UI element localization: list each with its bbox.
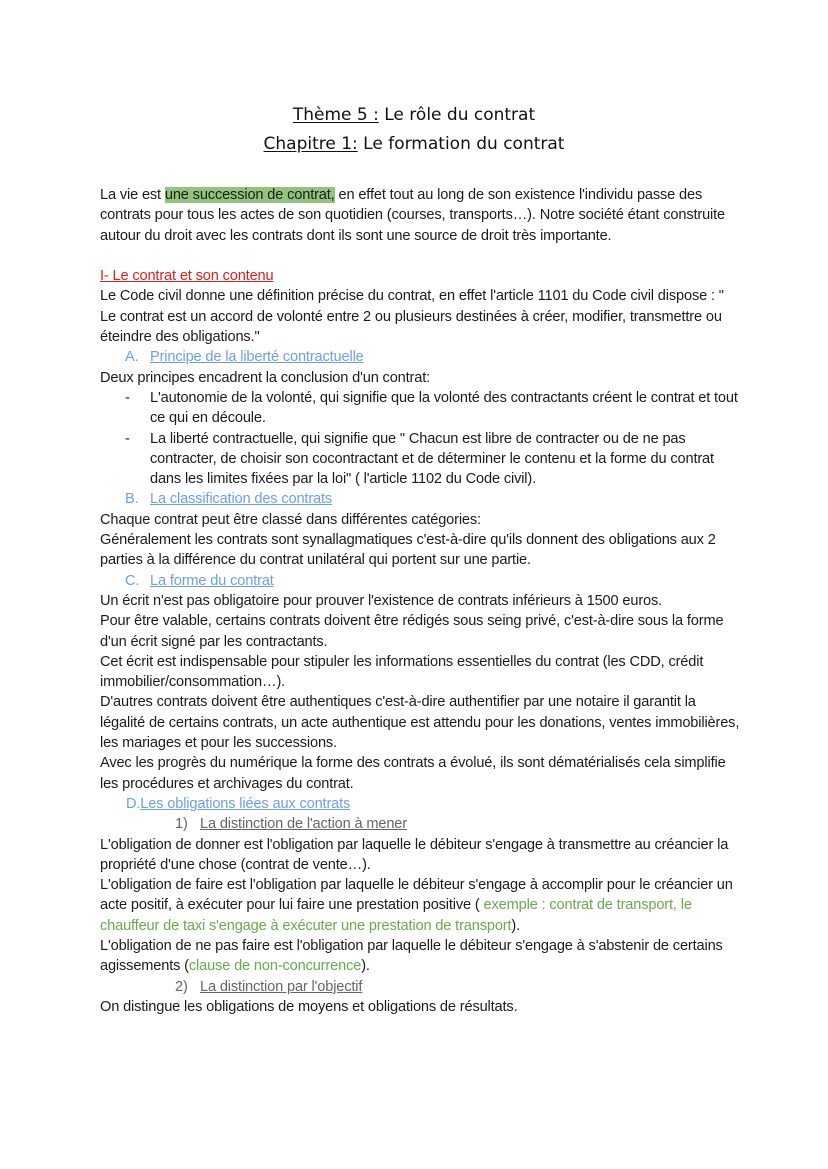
subsection-2-number: 2) [175,978,188,995]
theme-title [0,101,828,130]
obligation-faire-paragraph [100,875,740,936]
obligation-faire-end: ). [511,917,521,934]
bullet-dash: - [125,389,130,406]
paragraph: Chaque contrat peut être classé dans différentes catégories: [100,511,481,528]
paragraph: Avec les progrès du numérique la forme des contrats a évolué, ils sont dématérialisés cela simplifie les procédures et archivages du contrat. [100,755,726,792]
bullet-text: L'autonomie de la volonté, qui signifie que la volonté des contractants créent le contrat et tout ce qui en découle. [150,389,738,427]
bullet-item [100,429,740,490]
section-1-heading: I- Le contrat et son contenu [100,268,274,285]
subsection-1-number: 1) [175,816,188,833]
document-body [100,185,740,1017]
highlighted-phrase: une succession de contrat, [164,187,335,203]
subheading-d-letter: D. [126,795,141,812]
example-text: exemple : contrat de transport, le chauffeur de taxi s'engage à exécuter une prestation de transport [100,897,692,934]
subsection-2-title: La distinction par l'objectif [200,978,363,995]
subheading-b-title: La classification des contrats [150,491,333,508]
subsection-1-title: La distinction de l'action à mener [200,816,407,833]
spacer [100,246,740,266]
chapter-title [0,130,828,159]
paragraph: Pour être valable, certains contrats doivent être rédigés sous seing privé, c'est-à-dire sous la forme d'un écrit signé par les contractants. [100,613,724,650]
subheading-b-letter: B. [125,491,139,508]
bullet-dash: - [125,430,130,447]
bullet-text: La liberté contractuelle, qui signifie que " Chacun est libre de contracter ou de ne pas contracter, de choisir son cocontractant et de déterminer le contenu et la forme du contrat dans les limites fixées par la loi" ( l'article 1102 du Code civil). [150,430,714,488]
obligation-donner-paragraph: L'obligation de donner est l'obligation par laquelle le débiteur s'engage à transmettre au créancier la propriété d'une chose (contrat de vente…). [100,836,729,873]
example-text: clause de non-concurrence [188,958,362,975]
chapter-text: Le formation du contrat [357,134,565,154]
subheading-c-letter: C. [125,572,140,589]
subheading-c-title: La forme du contrat [150,572,274,589]
subheading-c [100,571,740,591]
subheading-a-letter: A. [125,349,139,366]
paragraph: Un écrit n'est pas obligatoire pour prouver l'existence de contrats inférieurs à 1500 euros. [100,592,663,609]
obligation-ne-pas-faire-end: ). [361,958,370,975]
obligation-ne-pas-faire-paragraph [100,936,740,977]
subsection-2-heading [100,977,740,997]
intro-text-after: en effet tout au long de son existence l'individu passe des contrats pour tous les actes de son quotidien (courses, transports…). Notre société étant construite autour du droit avec les contrats dont ils sont une source de droit très importante. [100,187,726,244]
definition-paragraph: Le Code civil donne une définition précise du contrat, en effet l'article 1101 du Code civil dispose : " Le contrat est un accord de volonté entre 2 ou plusieurs destinées à créer, modifier, transmettre ou éteindre des obligations." [100,288,724,346]
subsection-1-heading [100,814,740,834]
obligation-ne-pas-faire-text: L'obligation de ne pas faire est l'obligation par laquelle le débiteur s'engage à s'abstenir de certains agissements ( [100,937,723,975]
subheading-a-title: Principe de la liberté contractuelle [150,349,364,366]
theme-label: Thème 5 : [292,105,379,125]
paragraph: D'autres contrats doivent être authentiques c'est-à-dire authentifier par une notaire il garantit la légalité de certains contrats, un acte authentique est attendu pour les donations, ventes immobilières, les mariages et pour les successions. [100,694,740,752]
bullet-item [100,388,740,429]
subheading-b [100,489,740,509]
intro-paragraph [100,185,740,246]
subheading-d-title: Les obligations liées aux contrats [140,795,351,812]
subheading-a [100,347,740,367]
subheading-d [100,794,740,814]
paragraph: Généralement les contrats sont synallagmatiques c'est-à-dire qu'ils donnent des obligations aux 2 parties à la différence du contrat unilatéral qui portent sur une partie. [100,532,716,569]
chapter-label: Chapitre 1: [263,134,358,154]
principles-intro: Deux principes encadrent la conclusion d'un contrat: [100,369,431,386]
theme-text: Le rôle du contrat [378,105,536,125]
paragraph: Cet écrit est indispensable pour stipuler les informations essentielles du contrat (les CDD, crédit immobilier/consommation…). [100,653,704,691]
document-title [0,101,828,159]
obligation-faire-text: L'obligation de faire est l'obligation par laquelle le débiteur s'engage à accomplir pour le créancier un acte positif, à exécuter pour lui faire une prestation positive ( [100,877,733,914]
intro-text-before: La vie est [100,187,165,203]
paragraph: On distingue les obligations de moyens et obligations de résultats. [100,998,518,1015]
